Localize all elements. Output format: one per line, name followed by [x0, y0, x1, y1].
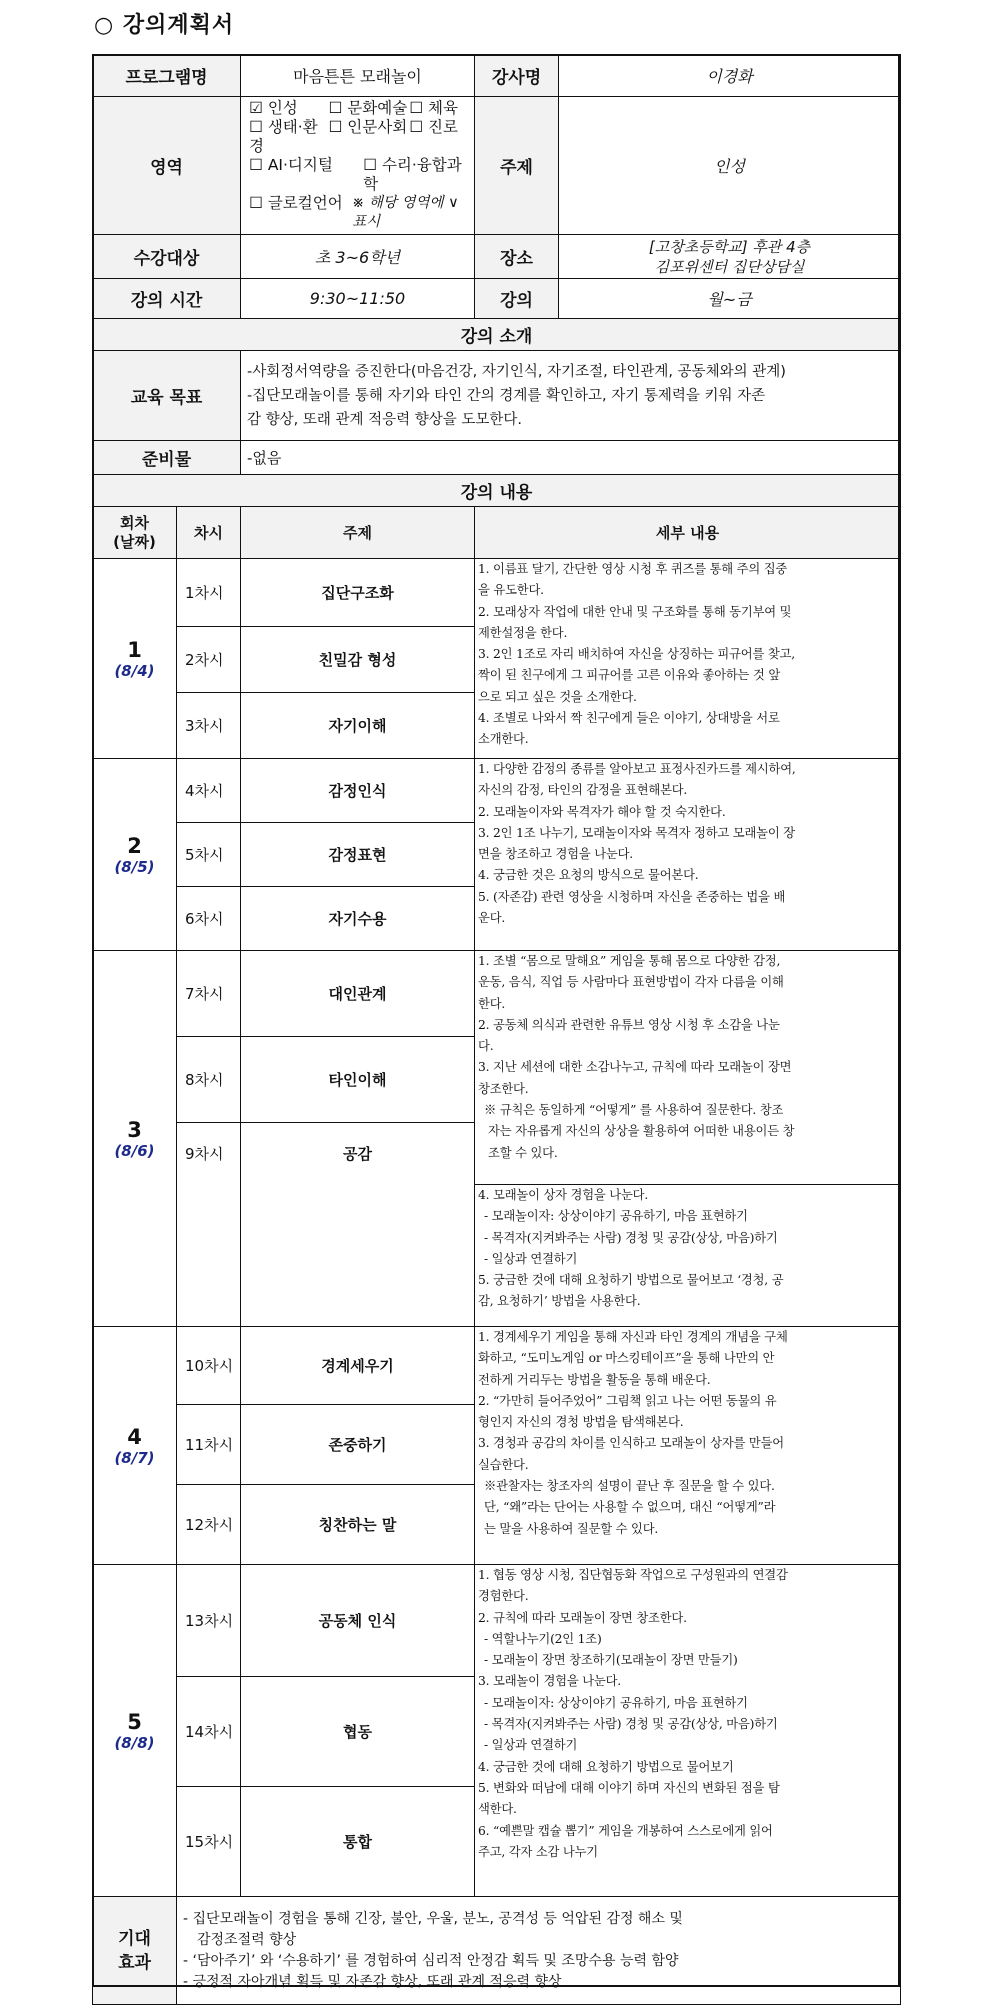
- time-value: 9:30~11:50: [241, 279, 475, 319]
- place-label: 장소: [475, 235, 559, 279]
- day-date: (8/6): [114, 1141, 155, 1160]
- detail-line: 조할 수 있다.: [488, 1145, 558, 1160]
- detail-line: 1. 협동 영상 시청, 집단협동화 작업으로 구성원과의 연결감: [478, 1568, 788, 1582]
- day-date: (8/5): [114, 857, 155, 876]
- day-detail-continued: [475, 1185, 901, 1327]
- header-detail: 세부 내용: [475, 507, 901, 559]
- goal-text: [241, 351, 901, 441]
- detail-line: 5. 궁금한 것에 대해 요청하기 방법으로 물어보고 ‘경청, 공: [478, 1273, 784, 1288]
- detail-line: - 모래놀이 장면 창조하기(모래놀이 장면 만들기): [484, 1653, 738, 1668]
- day-number: 2: [127, 833, 142, 858]
- detail-line: 제한설정을 한다.: [478, 625, 568, 640]
- day-number: 4: [127, 1424, 142, 1449]
- session-number: 14차시: [177, 1677, 241, 1787]
- target-label: 수강대상: [93, 235, 241, 279]
- detail-line: 형인지 자신의 경청 방법을 탐색해본다.: [478, 1415, 684, 1430]
- detail-line: 3. 경청과 공감의 차이를 인식하고 모래놀이 상자를 만들어: [478, 1436, 784, 1451]
- detail-line: 주고, 각자 소감 나누기: [478, 1844, 598, 1859]
- subject-value: 인성: [559, 97, 901, 235]
- detail-line: 면을 창조하고 경험을 나눈다.: [478, 847, 633, 862]
- goal-line: -집단모래놀이를 통해 자기와 타인 간의 경계를 확인하고, 자기 통제력을 키워 자존: [247, 387, 766, 404]
- detail-line: 실습한다.: [478, 1457, 529, 1472]
- detail-line: 5. 변화와 떠남에 대해 이야기 하며 자신의 변화된 점을 탐: [478, 1780, 780, 1795]
- lecture-label: 강의: [475, 279, 559, 319]
- session-topic: 자기이해: [241, 693, 475, 759]
- target-value: 초 3~6학년: [241, 235, 475, 279]
- session-topic: 집단구조화: [241, 559, 475, 627]
- goal-label: 교육 목표: [93, 351, 241, 441]
- place-value: [559, 235, 901, 279]
- detail-line: 짝이 된 친구에게 그 피규어를 고른 이유와 좋아하는 것 앞: [478, 668, 781, 683]
- session-number: 1차시: [177, 559, 241, 627]
- day-detail: [475, 559, 901, 759]
- prep-value: -없음: [241, 441, 901, 475]
- effect-line: - 집단모래놀이 경험을 통해 긴장, 불안, 우울, 분노, 공격성 등 억압된 감정 해소 및: [183, 1910, 683, 1927]
- lecture-plan-table: [92, 54, 901, 2005]
- area-label: 영역: [93, 97, 241, 235]
- detail-line: 4. 모래놀이 상자 경험을 나눈다.: [478, 1188, 649, 1202]
- session-topic: 통합: [241, 1787, 475, 1897]
- detail-line: 색한다.: [478, 1802, 517, 1817]
- day-cell: [93, 559, 177, 759]
- header-topic: 주제: [241, 507, 475, 559]
- detail-line: 1. 경계세우기 게임을 통해 자신과 타인 경계의 개념을 구체: [478, 1330, 788, 1344]
- session-number: 13차시: [177, 1565, 241, 1677]
- header-day: [93, 507, 177, 559]
- session-topic: 친밀감 형성: [241, 627, 475, 693]
- day-cell: [93, 1565, 177, 1897]
- day-date: (8/8): [114, 1733, 155, 1752]
- session-number: 5차시: [177, 823, 241, 887]
- effect-text: [177, 1897, 901, 2005]
- session-number: 6차시: [177, 887, 241, 951]
- detail-line: 을 유도한다.: [478, 583, 544, 598]
- session-number: 8차시: [177, 1037, 241, 1123]
- day-detail: [475, 1565, 901, 1897]
- detail-line: 으로 되고 싶은 것을 소개한다.: [478, 689, 637, 704]
- session-topic: 감정표현: [241, 823, 475, 887]
- detail-line: 3. 2인 1조로 자리 배치하여 자신을 상징하는 피규어를 찾고,: [478, 647, 795, 662]
- detail-line: ※관찰자는 창조자의 설명이 끝난 후 질문을 할 수 있다.: [484, 1479, 775, 1494]
- day-number: 1: [127, 637, 142, 662]
- program-value: 마음튼튼 모래놀이: [241, 55, 475, 97]
- subject-label: 주제: [475, 97, 559, 235]
- effect-line: 감정조절력 향상: [197, 1931, 297, 1948]
- detail-line: 5. (자존감) 관련 영상을 시청하며 자신을 존중하는 법을 배: [478, 889, 786, 904]
- detail-line: 3. 모래놀이 경험을 나눈다.: [478, 1674, 621, 1689]
- detail-line: - 목격자(지켜봐주는 사람) 경청 및 공감(상상, 마음)하기: [484, 1717, 778, 1732]
- detail-line: 소개한다.: [478, 732, 529, 747]
- detail-line: ※ 규칙은 동일하게 “어떻게” 를 사용하여 질문한다. 창조: [484, 1103, 784, 1118]
- detail-line: 3. 2인 1조 나누기, 모래놀이자와 목격자 정하고 모래놀이 장: [478, 825, 795, 840]
- area-checkbox-career[interactable]: ☐ 진로: [409, 118, 459, 136]
- detail-line: 전하게 거리두는 방법을 활동을 통해 배운다.: [478, 1372, 711, 1387]
- detail-line: 2. “가만히 들어주었어” 그림책 읽고 나는 어떤 동물의 유: [478, 1393, 777, 1408]
- detail-line: - 목격자(지켜봐주는 사람) 경청 및 공감(상상, 마음)하기: [484, 1230, 778, 1245]
- detail-line: 자는 자유롭게 자신의 상상을 활용하여 어떠한 내용이든 창: [488, 1124, 795, 1139]
- header-session: 차시: [177, 507, 241, 559]
- day-detail: [475, 951, 901, 1185]
- detail-line: - 모래놀이자: 상상이야기 공유하기, 마음 표현하기: [484, 1209, 748, 1224]
- session-number: 15차시: [177, 1787, 241, 1897]
- session-number: 7차시: [177, 951, 241, 1037]
- detail-line: 3. 지난 세션에 대한 소감나누고, 규칙에 따라 모래놀이 장면: [478, 1060, 792, 1075]
- session-number: 3차시: [177, 693, 241, 759]
- detail-line: 다.: [478, 1039, 494, 1054]
- detail-line: 는 말을 사용하여 질문할 수 있다.: [484, 1521, 659, 1536]
- session-topic: 공동체 인식: [241, 1565, 475, 1677]
- session-number: 10차시: [177, 1327, 241, 1405]
- detail-line: 2. 모래놀이자와 목격자가 해야 할 것 숙지한다.: [478, 804, 726, 819]
- area-checkbox-group: [241, 97, 475, 235]
- session-number: 4차시: [177, 759, 241, 823]
- intro-section-title: 강의 소개: [93, 319, 901, 351]
- area-checkbox-ecology[interactable]: ☐ 생태·환경: [249, 118, 318, 155]
- area-checkbox-sports[interactable]: ☐ 체육: [409, 99, 459, 117]
- detail-line: 감, 요청하기’ 방법을 사용한다.: [478, 1294, 641, 1309]
- area-checkbox-ai-digital[interactable]: ☐ AI·디지털: [249, 156, 333, 174]
- detail-line: - 일상과 연결하기: [484, 1738, 578, 1753]
- area-checkbox-character[interactable]: ☑ 인성: [249, 99, 298, 117]
- detail-line: 운다.: [478, 911, 506, 926]
- place-value-line-1: [고창초등학교] 후관 4층: [648, 237, 811, 256]
- area-checkbox-humanities[interactable]: ☐ 인문사회: [328, 118, 408, 136]
- effect-line: - 긍정적 자아개념 획득 및 자존감 향상, 또래 관계 적응력 향상: [183, 1973, 562, 1990]
- session-topic: 칭찬하는 말: [241, 1485, 475, 1565]
- detail-line: 운동, 음식, 직업 등 사람마다 표현방법이 각자 다름을 이해: [478, 975, 784, 990]
- area-checkbox-math-science[interactable]: ☐ 수리·융합과학: [363, 156, 462, 193]
- page-title: ○ 강의계획서: [94, 13, 235, 38]
- session-topic: 경계세우기: [241, 1327, 475, 1405]
- detail-line: - 모래놀이자: 상상이야기 공유하기, 마음 표현하기: [484, 1695, 748, 1710]
- detail-line: 경험한다.: [478, 1589, 529, 1604]
- day-cell: [93, 1327, 177, 1565]
- detail-line: 4. 조별로 나와서 짝 친구에게 들은 이야기, 상대방을 서로: [478, 711, 780, 726]
- session-topic: 감정인식: [241, 759, 475, 823]
- detail-line: - 역할나누기(2인 1조): [484, 1631, 602, 1646]
- session-topic: 자기수용: [241, 887, 475, 951]
- day-date: (8/4): [114, 661, 155, 680]
- detail-line: 단, “왜”라는 단어는 사용할 수 없으며, 대신 “어떻게”라: [484, 1500, 776, 1515]
- day-date: (8/7): [114, 1448, 155, 1467]
- detail-line: 한다.: [478, 996, 506, 1011]
- header-day-line-2: (날짜): [113, 532, 156, 551]
- day-number: 5: [127, 1709, 142, 1734]
- day-cell: [93, 951, 177, 1327]
- detail-line: 창조한다.: [478, 1081, 529, 1096]
- detail-line: 자신의 감정, 타인의 감정을 표현해본다.: [478, 783, 688, 798]
- detail-line: 6. “예쁜말 캡슐 뽑기” 게임을 개봉하여 스스로에게 읽어: [478, 1823, 773, 1838]
- effect-line: - ‘담아주기’ 와 ‘수용하기’ 를 경험하여 심리적 안정감 획득 및 조망수용 능력 함양: [183, 1952, 679, 1969]
- day-number: 3: [127, 1117, 142, 1142]
- effect-label: [93, 1897, 177, 2005]
- detail-line: 1. 다양한 감정의 종류를 알아보고 표정사진카드를 제시하여,: [478, 762, 796, 776]
- goal-line: 감 향상, 또래 관계 적응력 향상을 도모한다.: [247, 411, 522, 428]
- detail-line: 1. 조별 “몸으로 말해요” 게임을 통해 몸으로 다양한 감정,: [478, 954, 781, 968]
- day-detail: [475, 1327, 901, 1565]
- session-topic: 대인관계: [241, 951, 475, 1037]
- detail-line: 2. 모래상자 작업에 대한 안내 및 구조화를 통해 동기부여 및: [478, 604, 792, 619]
- detail-line: - 일상과 연결하기: [484, 1251, 578, 1266]
- day-cell: [93, 759, 177, 951]
- session-number: 9차시: [177, 1123, 241, 1327]
- detail-line: 4. 궁금한 것에 대해 요청하기 방법으로 물어보기: [478, 1759, 734, 1774]
- content-section-title: 강의 내용: [93, 475, 901, 507]
- detail-line: 2. 공동체 의식과 관련한 유튜브 영상 시청 후 소감을 나눈: [478, 1017, 780, 1032]
- effect-label-line-2: 효과: [118, 1952, 151, 1973]
- day-detail: [475, 759, 901, 951]
- session-number: 12차시: [177, 1485, 241, 1565]
- session-number: 2차시: [177, 627, 241, 693]
- detail-line: 1. 이름표 달기, 간단한 영상 시청 후 퀴즈를 통해 주의 집중: [478, 562, 788, 576]
- prep-label: 준비물: [93, 441, 241, 475]
- area-checkbox-culture-art[interactable]: ☐ 문화예술: [328, 99, 408, 117]
- session-topic: 타인이해: [241, 1037, 475, 1123]
- area-checkbox-glocal-language[interactable]: ☐ 글로컬언어: [249, 194, 343, 212]
- effect-label-line-1: 기대: [118, 1928, 151, 1949]
- time-label: 강의 시간: [93, 279, 241, 319]
- session-topic: 존중하기: [241, 1405, 475, 1485]
- session-topic: 공감: [241, 1123, 475, 1327]
- session-topic: 협동: [241, 1677, 475, 1787]
- place-value-line-2: 김포위센터 집단상담실: [654, 257, 805, 276]
- session-number: 11차시: [177, 1405, 241, 1485]
- instructor-value: 이경화: [559, 55, 901, 97]
- lecture-value: 월~금: [559, 279, 901, 319]
- area-note: ※ 해당 영역에 ∨ 표시: [352, 195, 459, 230]
- detail-line: 2. 규칙에 따라 모래놀이 장면 창조한다.: [478, 1610, 687, 1625]
- program-label: 프로그램명: [93, 55, 241, 97]
- detail-line: 화하고, “도미노게임 or 마스킹테이프”을 통해 나만의 안: [478, 1351, 775, 1366]
- instructor-label: 강사명: [475, 55, 559, 97]
- goal-line: -사회정서역량을 증진한다(마음건강, 자기인식, 자기조절, 타인관계, 공동체와의 관계): [247, 363, 786, 380]
- header-day-line-1: 회차: [120, 513, 149, 532]
- detail-line: 4. 궁금한 것은 요청의 방식으로 물어본다.: [478, 868, 699, 883]
